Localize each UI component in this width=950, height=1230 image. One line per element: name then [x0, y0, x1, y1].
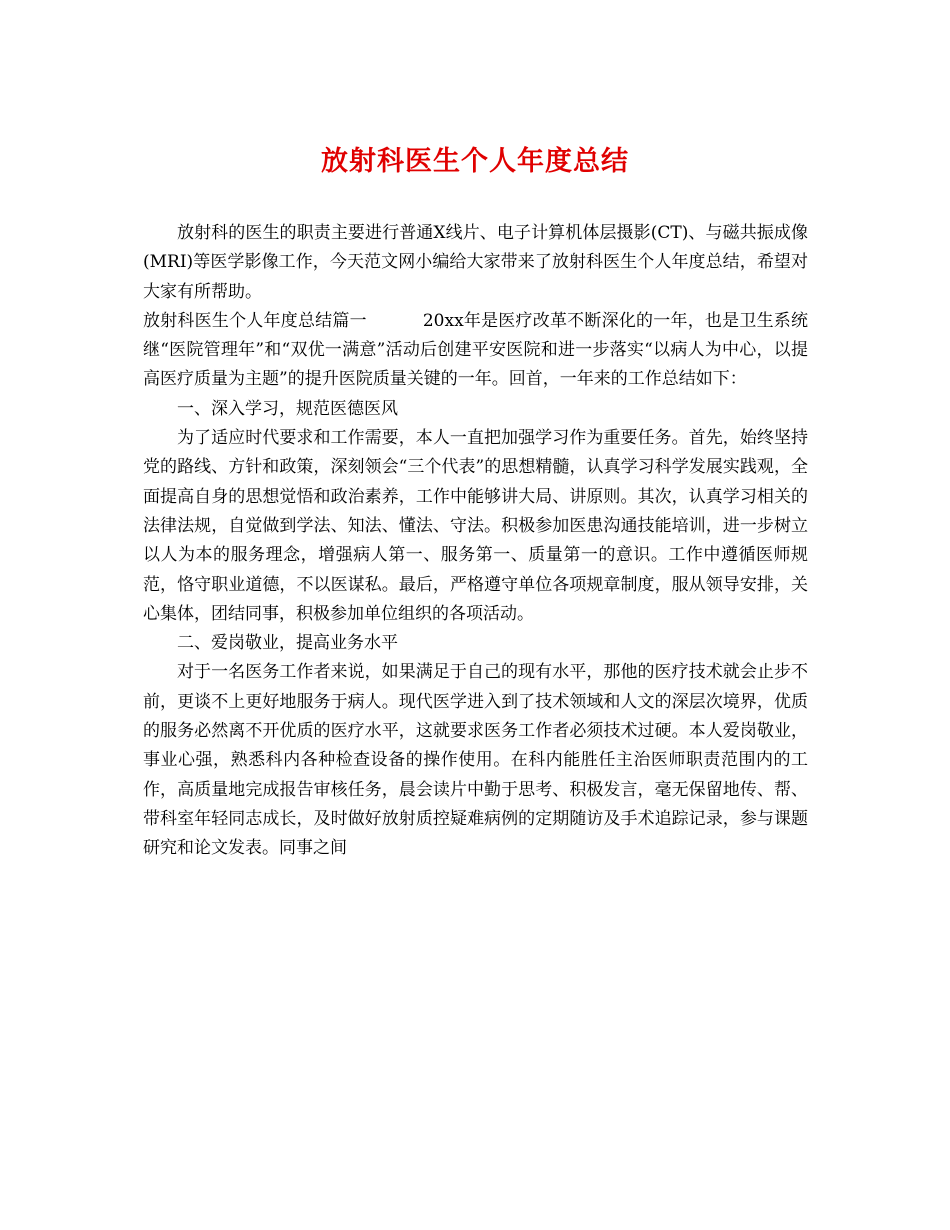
section-paragraph: [143, 307, 808, 395]
intro-paragraph: 放射科的医生的职责主要进行普通X线片、电子计算机体层摄影(CT)、与磁共振成像(MRI)等医学影像工作，今天范文网小编给大家带来了放射科医生个人年度总结，希望对大家有所帮助。: [143, 223, 808, 302]
section-lead: 20xx年是医疗改革不断深化的一年，也是卫生系统继“医院管理年”和“双优一满意”活动后创建平安医院和进一步落实“以病人为中心，以提高医疗质量为主题”的提升医院质量关键的一年。回首，一年来的工作总结如下：: [143, 310, 809, 390]
heading-1: 一、深入学习，规范医德医风: [177, 398, 398, 419]
paragraph-1: 为了适应时代要求和工作需要，本人一直把加强学习作为重要任务。首先，始终坚持党的路线、方针和政策，深刻领会“三个代表”的思想精髓，认真学习科学发展实践观，全面提高自身的思想觉悟和政治素养，工作中能够讲大局、讲原则。其次，认真学习相关的法律法规，自觉做到学法、知法、懂法、守法。积极参加医患沟通技能培训，进一步树立以人为本的服务理念，增强病人第一、服务第一、质量第一的意识。工作中遵循医师规范，恪守职业道德，不以医谋私。最后，严格遵守单位各项规章制度，服从领导安排，关心集体，团结同事，积极参加单位组织的各项活动。: [143, 428, 808, 624]
document-body: [143, 219, 808, 864]
section-label: 放射科医生个人年度总结篇一: [143, 310, 367, 331]
paragraph-2: 对于一名医务工作者来说，如果满足于自己的现有水平，那他的医疗技术就会止步不前，更谈不上更好地服务于病人。现代医学进入到了技术领域和人文的深层次境界，优质的服务必然离不开优质的医疗水平，这就要求医务工作者必须技术过硬。本人爱岗敬业，事业心强，熟悉科内各种检查设备的操作使用。在科内能胜任主治医师职责范围内的工作，高质量地完成报告审核任务，晨会读片中勤于思考、积极发言，毫无保留地传、帮、带科室年轻同志成长，及时做好放射质控疑难病例的定期随访及手术追踪记录，参与课题研究和论文发表。同事之间: [143, 662, 808, 859]
heading-2: 二、爱岗敬业，提高业务水平: [177, 633, 398, 654]
document-title: 放射科医生个人年度总结: [321, 146, 629, 177]
